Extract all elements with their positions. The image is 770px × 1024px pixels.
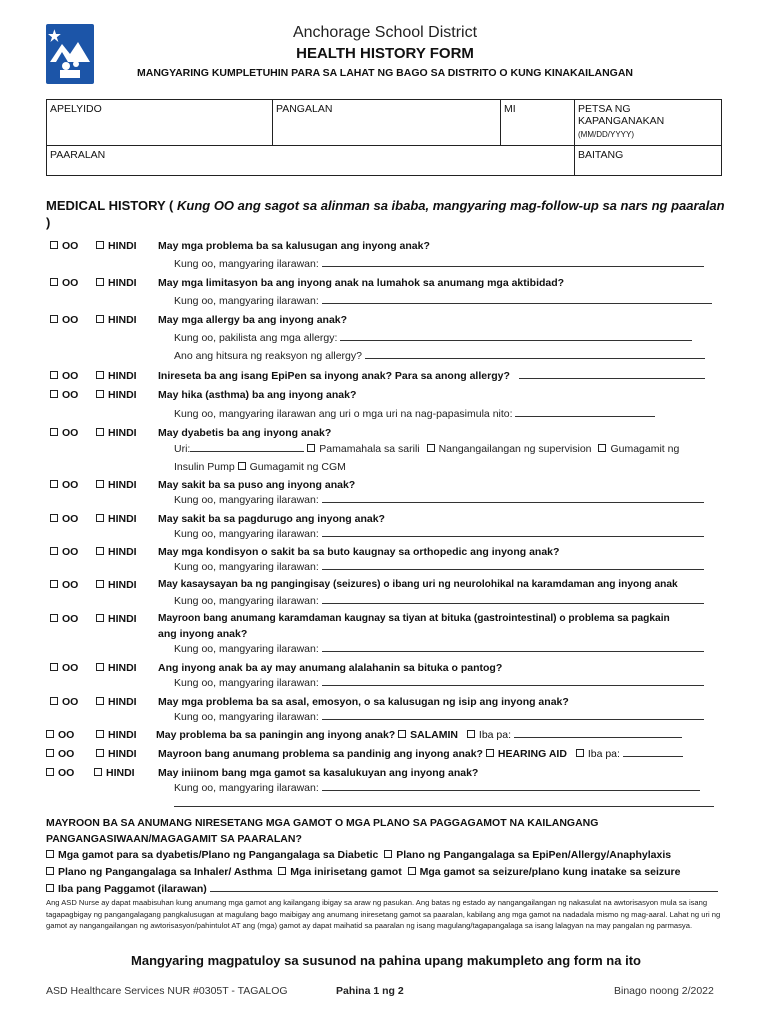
- checkbox-icon[interactable]: [46, 850, 54, 858]
- continue-note: Mangyaring magpatuloy sa susunod na pahina upang makumpleto ang form na ito: [131, 953, 641, 968]
- grade-field[interactable]: BAITANG: [575, 146, 722, 176]
- answer-line[interactable]: [515, 407, 655, 417]
- no-option[interactable]: HINDI: [96, 276, 137, 290]
- checkbox-icon[interactable]: [96, 547, 104, 555]
- checkbox-icon[interactable]: [50, 580, 58, 588]
- checkbox-icon[interactable]: [50, 315, 58, 323]
- checkbox-icon[interactable]: [96, 428, 104, 436]
- yes-option[interactable]: OO: [50, 369, 78, 383]
- checkbox-icon[interactable]: [46, 749, 54, 757]
- no-option[interactable]: HINDI: [96, 369, 137, 383]
- footer-left: ASD Healthcare Services NUR #0305T - TAGALOG: [46, 985, 288, 997]
- answer-line[interactable]: [210, 882, 718, 892]
- checkbox-icon[interactable]: [50, 390, 58, 398]
- checkbox-icon[interactable]: [50, 614, 58, 622]
- no-option[interactable]: HINDI: [96, 239, 137, 253]
- checkbox-icon[interactable]: [598, 444, 606, 452]
- no-option[interactable]: HINDI: [96, 728, 137, 742]
- revision-date: Binago noong 2/2022: [614, 985, 714, 997]
- checkbox-icon[interactable]: [96, 614, 104, 622]
- checkbox-icon[interactable]: [50, 663, 58, 671]
- yes-option[interactable]: OO: [50, 612, 78, 626]
- first-name-field[interactable]: PANGALAN: [273, 100, 501, 146]
- yes-option[interactable]: OO: [50, 478, 78, 492]
- middle-initial-field[interactable]: MI: [501, 100, 575, 146]
- answer-line[interactable]: [322, 676, 704, 686]
- form-title: HEALTH HISTORY FORM: [296, 45, 474, 62]
- yes-option[interactable]: OO: [50, 426, 78, 440]
- no-option[interactable]: HINDI: [96, 578, 137, 592]
- answer-line[interactable]: [190, 442, 304, 452]
- answer-line[interactable]: [322, 781, 700, 791]
- district-logo: [46, 24, 94, 84]
- checkbox-icon[interactable]: [96, 241, 104, 249]
- checkbox-icon[interactable]: [50, 547, 58, 555]
- no-option[interactable]: HINDI: [96, 426, 137, 440]
- no-option[interactable]: HINDI: [96, 478, 137, 492]
- checkbox-icon[interactable]: [96, 315, 104, 323]
- checkbox-icon[interactable]: [50, 428, 58, 436]
- answer-line[interactable]: [322, 710, 704, 720]
- answer-line[interactable]: [365, 349, 705, 359]
- checkbox-icon[interactable]: [576, 749, 584, 757]
- checkbox-icon[interactable]: [50, 278, 58, 286]
- checkbox-icon[interactable]: [50, 697, 58, 705]
- answer-line[interactable]: [174, 797, 714, 807]
- checkbox-icon[interactable]: [96, 514, 104, 522]
- yes-option[interactable]: OO: [50, 313, 78, 327]
- checkbox-icon[interactable]: [50, 241, 58, 249]
- answer-line[interactable]: [322, 560, 704, 570]
- checkbox-icon[interactable]: [96, 371, 104, 379]
- checkbox-icon[interactable]: [46, 884, 54, 892]
- checkbox-icon[interactable]: [408, 867, 416, 875]
- checkbox-icon[interactable]: [50, 480, 58, 488]
- checkbox-icon[interactable]: [96, 580, 104, 588]
- yes-option[interactable]: OO: [50, 545, 78, 559]
- checkbox-icon[interactable]: [94, 768, 102, 776]
- birthdate-field[interactable]: PETSA NG KAPANGANAKAN (MM/DD/YYYY): [575, 100, 722, 146]
- yes-option[interactable]: OO: [46, 766, 74, 780]
- checkbox-icon[interactable]: [467, 730, 475, 738]
- checkbox-icon[interactable]: [384, 850, 392, 858]
- checkbox-icon[interactable]: [278, 867, 286, 875]
- district-name: Anchorage School District: [292, 24, 478, 41]
- checkbox-icon[interactable]: [46, 768, 54, 776]
- no-option[interactable]: HINDI: [96, 695, 137, 709]
- checkbox-icon[interactable]: [427, 444, 435, 452]
- checkbox-icon[interactable]: [398, 730, 406, 738]
- yes-option[interactable]: OO: [50, 695, 78, 709]
- no-option[interactable]: HINDI: [96, 388, 137, 402]
- yes-option[interactable]: OO: [50, 388, 78, 402]
- checkbox-icon[interactable]: [238, 462, 246, 470]
- no-option[interactable]: HINDI: [96, 512, 137, 526]
- no-option[interactable]: HINDI: [94, 766, 135, 780]
- answer-line[interactable]: [322, 594, 704, 604]
- answer-line[interactable]: [322, 493, 704, 503]
- answer-line[interactable]: [322, 294, 712, 304]
- medications-options-row: Mga gamot para sa dyabetis/Plano ng Pangangalaga sa Diabetic Plano ng Pangangalaga sa EpiPen/Allergy/Anaphylaxis: [46, 847, 736, 863]
- yes-option[interactable]: OO: [50, 578, 78, 592]
- student-info-table: [46, 99, 722, 176]
- form-subtitle: MANGYARING KUMPLETUHIN PARA SA LAHAT NG BAGO SA DISTRITO O KUNG KINAKAILANGAN: [136, 67, 634, 79]
- last-name-field[interactable]: APELYIDO: [47, 100, 273, 146]
- checkbox-icon[interactable]: [96, 730, 104, 738]
- nurse-notice: Ang ASD Nurse ay dapat maabisuhan kung anumang mga gamot ang kailangang ibigay sa araw ng pasukan. Ang batas ng estado ay nangangailangan ng nakasulat na awtorisasyon mula sa isang tagapagbigay ng pangangalagang pangkalusugan at magulang bago maibigay ang anumang iniresetang gamot sa paaralan, kabilang ang mga gamot na nadadala mismo ng mag-aaral. Lahat ng uri ng gamot ay nangangailangan ng awtorisasyon/pahintulot AT ang (mga) gamot ay dapat maihatid sa paaralan ng isang magulang/tagapangalaga sa isang lalagyan na may pangalan ng parmasya.: [46, 898, 721, 930]
- yes-option[interactable]: OO: [50, 276, 78, 290]
- school-field[interactable]: PAARALAN: [47, 146, 575, 176]
- answer-line[interactable]: [514, 728, 682, 738]
- checkbox-icon[interactable]: [486, 749, 494, 757]
- checkbox-icon[interactable]: [46, 730, 54, 738]
- answer-line[interactable]: [340, 331, 692, 341]
- checkbox-icon[interactable]: [50, 371, 58, 379]
- no-option[interactable]: HINDI: [96, 313, 137, 327]
- page-number: Pahina 1 ng 2: [336, 985, 404, 997]
- checkbox-icon[interactable]: [50, 514, 58, 522]
- form-header: [100, 24, 670, 79]
- yes-option[interactable]: OO: [46, 728, 74, 742]
- medications-heading: MAYROON BA SA ANUMANG NIRESETANG MGA GAMOT O MGA PLANO SA PAGGAGAMOT NA KAILANGANG PANGANGASIWAAN/MAGAGAMIT SA PAARALAN?: [46, 817, 599, 845]
- checkbox-icon[interactable]: [307, 444, 315, 452]
- yes-option[interactable]: OO: [46, 747, 74, 761]
- checkbox-icon[interactable]: [96, 480, 104, 488]
- no-option[interactable]: HINDI: [96, 545, 137, 559]
- checkbox-icon[interactable]: [96, 390, 104, 398]
- answer-line[interactable]: [322, 257, 704, 267]
- answer-line[interactable]: [322, 642, 704, 652]
- no-option[interactable]: HINDI: [96, 661, 137, 675]
- yes-option[interactable]: OO: [50, 512, 78, 526]
- no-option[interactable]: HINDI: [96, 747, 137, 761]
- answer-line[interactable]: [519, 369, 705, 379]
- checkbox-icon[interactable]: [46, 867, 54, 875]
- medical-history-heading: MEDICAL HISTORY ( Kung OO ang sagot sa alinman sa ibaba, mangyaring mag-follow-up sa nars ng paaralan ): [46, 198, 725, 230]
- checkbox-icon[interactable]: [96, 663, 104, 671]
- yes-option[interactable]: OO: [50, 239, 78, 253]
- checkbox-icon[interactable]: [96, 697, 104, 705]
- checkbox-icon[interactable]: [96, 749, 104, 757]
- no-option[interactable]: HINDI: [96, 612, 137, 626]
- yes-option[interactable]: OO: [50, 661, 78, 675]
- checkbox-icon[interactable]: [96, 278, 104, 286]
- answer-line[interactable]: [623, 747, 683, 757]
- answer-line[interactable]: [322, 527, 704, 537]
